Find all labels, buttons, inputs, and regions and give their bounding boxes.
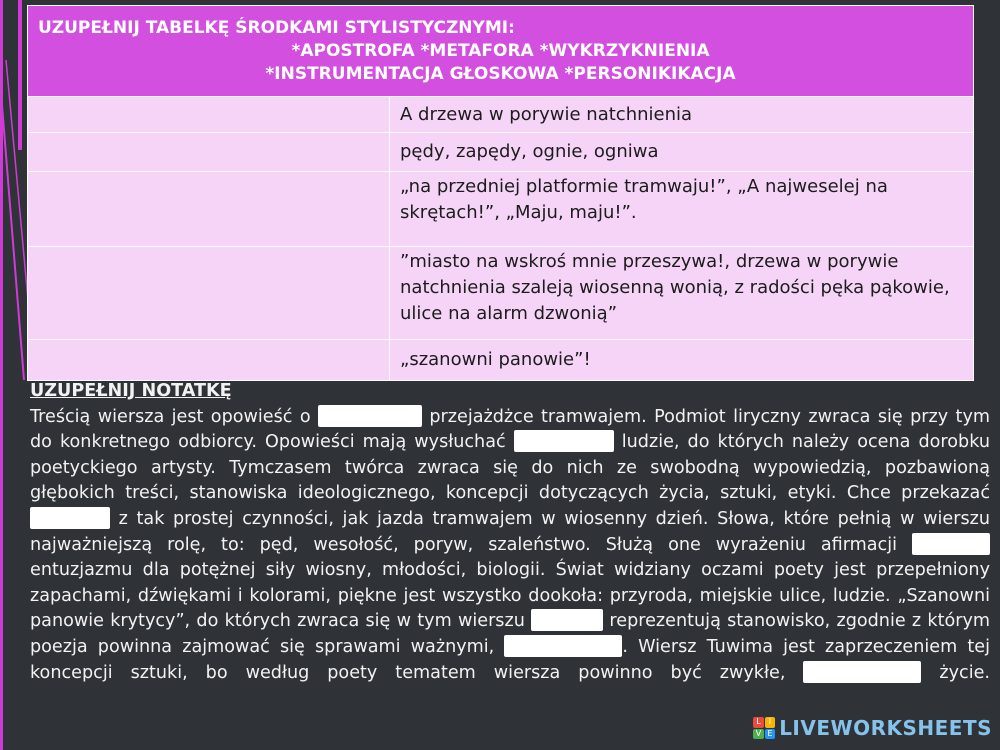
watermark-text: LIVEWORKSHEETS [779, 716, 992, 740]
table-header [28, 6, 974, 97]
answer-blank-2[interactable] [514, 430, 614, 452]
answer-cell-2[interactable] [28, 133, 390, 172]
notes-text-2: przejażdżce tramwajem. Podmiot liryczny zwraca się przy tym do konkretnego odbiorcy. Opowieści mają wysłuchać [30, 406, 990, 453]
answer-cell-3[interactable] [28, 172, 390, 247]
example-cell-2: pędy, zapędy, ognie, ogniwa [390, 133, 974, 172]
notes-text-4: z tak prostej czynności, jak jazda tramwajem w wiosenny dzień. Słowa, które pełnią w wierszu najważniejszą rolę, to: pęd, wesołość, poryw, szaleństwo. Służą one wyrażeniu afirmacji [30, 508, 990, 555]
table-row [28, 340, 974, 381]
notes-text-5: entuzjazmu dla potężnej siły wiosny, młodości, biologii. Świat widziany oczami poety jest przepełniony zapachami, dźwiękami i kolorami, piękne jest wszystko dookoła: przyroda, miejskie ulice, ludzie. „Szanowni panowie krytycy”, do których zwraca się w tym wierszu [30, 560, 990, 632]
header-line-2: *APOSTROFA *METAFORA *WYKRZYKNIENIA [291, 40, 710, 61]
example-cell-3: „na przedniej platformie tramwaju!”, „A najweselej na skrętach!”, „Maju, maju!”. [390, 172, 974, 247]
header-line-1: UZUPEŁNIJ TABELKĘ ŚRODKAMI STYLISTYCZNYMI: [38, 17, 515, 38]
answer-blank-6[interactable] [504, 635, 622, 657]
notes-text-3: ludzie, do których należy ocena dorobku poetyckiego artysty. Tymczasem twórca zwraca się do nich ze swobodną wypowiedzią, pozbawioną głębokich treści, stanowiska ideologicznego, koncepcji dotyczących życia, sztuki, etyki. Chce przekazać [30, 432, 990, 504]
notes-text-8: życie. [939, 662, 991, 683]
example-cell-4: ”miasto na wskroś mnie przeszywa!, drzewa w porywie natchnienia szaleją wiosenną wonią, z radości pęka pąkowie, ulice na alarm dzwonią” [390, 247, 974, 340]
header-line-3: *INSTRUMENTACJA GŁOSKOWA *PERSONIKIKACJA [265, 63, 736, 84]
answer-cell-4[interactable] [28, 247, 390, 340]
answer-cell-1[interactable] [28, 97, 390, 133]
answer-cell-5[interactable] [28, 340, 390, 381]
table-row [28, 133, 974, 172]
answer-blank-4[interactable] [912, 533, 990, 555]
answer-blank-3[interactable] [30, 507, 110, 529]
notes-section [30, 379, 990, 686]
table-row [28, 247, 974, 340]
stylistic-devices-table [27, 5, 974, 381]
answer-blank-1[interactable] [318, 405, 422, 427]
notes-text-7: . Wiersz Tuwima jest zaprzeczeniem tej koncepcji sztuki, bo według poety tematem wiersza powinno być zwykłe, [30, 636, 990, 683]
example-cell-1: A drzewa w porywie natchnienia [390, 97, 974, 133]
notes-title: UZUPEŁNIJ NOTATKĘ [30, 381, 232, 401]
table-header-row [28, 6, 974, 97]
table-row [28, 172, 974, 247]
notes-text-6: reprezentują stanowisko, zgodnie z którym poezja powinna zajmować się sprawami ważnymi, [30, 611, 991, 657]
answer-blank-5[interactable] [531, 609, 603, 631]
answer-blank-7[interactable] [803, 661, 921, 683]
table-row [28, 97, 974, 133]
example-cell-5: „szanowni panowie”! [390, 340, 974, 381]
notes-paragraph [30, 405, 990, 687]
liveworksheets-logo-icon: L I V E [753, 717, 775, 739]
liveworksheets-watermark [753, 716, 992, 740]
decorative-diagonal-lines [0, 0, 30, 750]
notes-text-1: Treścią wiersza jest opowieść o [30, 406, 311, 427]
